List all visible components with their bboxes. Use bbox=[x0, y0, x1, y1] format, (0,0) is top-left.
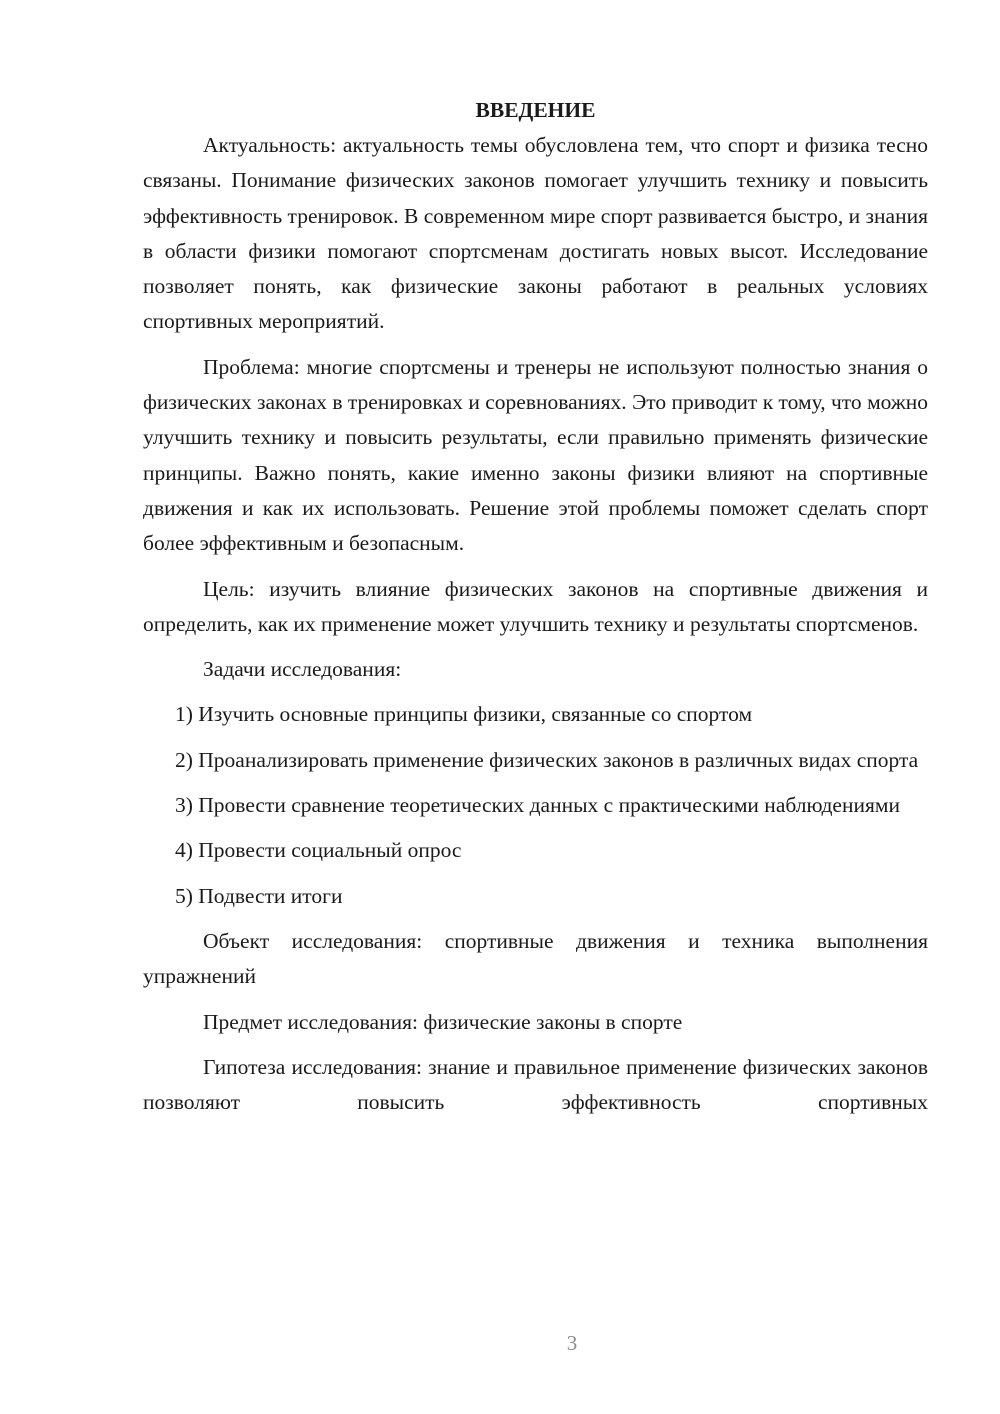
task-item-5: 5) Подвести итоги bbox=[175, 883, 343, 908]
page-number: 3 bbox=[566, 1331, 578, 1355]
task-item-2: 2) Проанализировать применение физических законов в различных видах спорта bbox=[175, 747, 919, 772]
paragraph-relevance: Актуальность: актуальность темы обусловлена тем, что спорт и физика тесно связаны. Понимание физических законов помогает улучшить технику и повысить эффективность тренировок. В современном мире спорт развивается быстро, и знания в области физики помогают спортсменам достигать новых высот. Исследование позволяет понять, как физические законы работают в реальных условиях спортивных мероприятий. bbox=[143, 133, 928, 334]
task-item-1: 1) Изучить основные принципы физики, связанные со спортом bbox=[175, 702, 753, 727]
section-title: ВВЕДЕНИЕ bbox=[475, 98, 596, 122]
paragraph-subject: Предмет исследования: физические законы в спорте bbox=[203, 1009, 683, 1034]
paragraph-hypothesis: Гипотеза исследования: знание и правильное применение физических законов позволяют повысить эффективность спортивных bbox=[143, 1054, 928, 1115]
task-item-3: 3) Провести сравнение теоретических данных с практическими наблюдениями bbox=[175, 793, 900, 818]
document-page bbox=[143, 93, 928, 1130]
paragraph-object: Объект исследования: спортивные движения и техника выполнения упражнений bbox=[143, 928, 928, 989]
paragraph-problem: Проблема: многие спортсмены и тренеры не используют полностью знания о физических законах в тренировках и соревнованиях. Это приводит к тому, что можно улучшить технику и повысить результаты, если правильно применять физические принципы. Важно понять, какие именно законы физики влияют на спортивные движения и как их использовать. Решение этой проблемы поможет сделать спорт более эффективным и безопасным. bbox=[143, 354, 928, 556]
paragraph-goal: Цель: изучить влияние физических законов на спортивные движения и определить, как их применение может улучшить технику и результаты спортсменов. bbox=[143, 576, 928, 636]
task-item-4: 4) Провести социальный опрос bbox=[175, 838, 462, 863]
tasks-heading: Задачи исследования: bbox=[203, 657, 402, 682]
